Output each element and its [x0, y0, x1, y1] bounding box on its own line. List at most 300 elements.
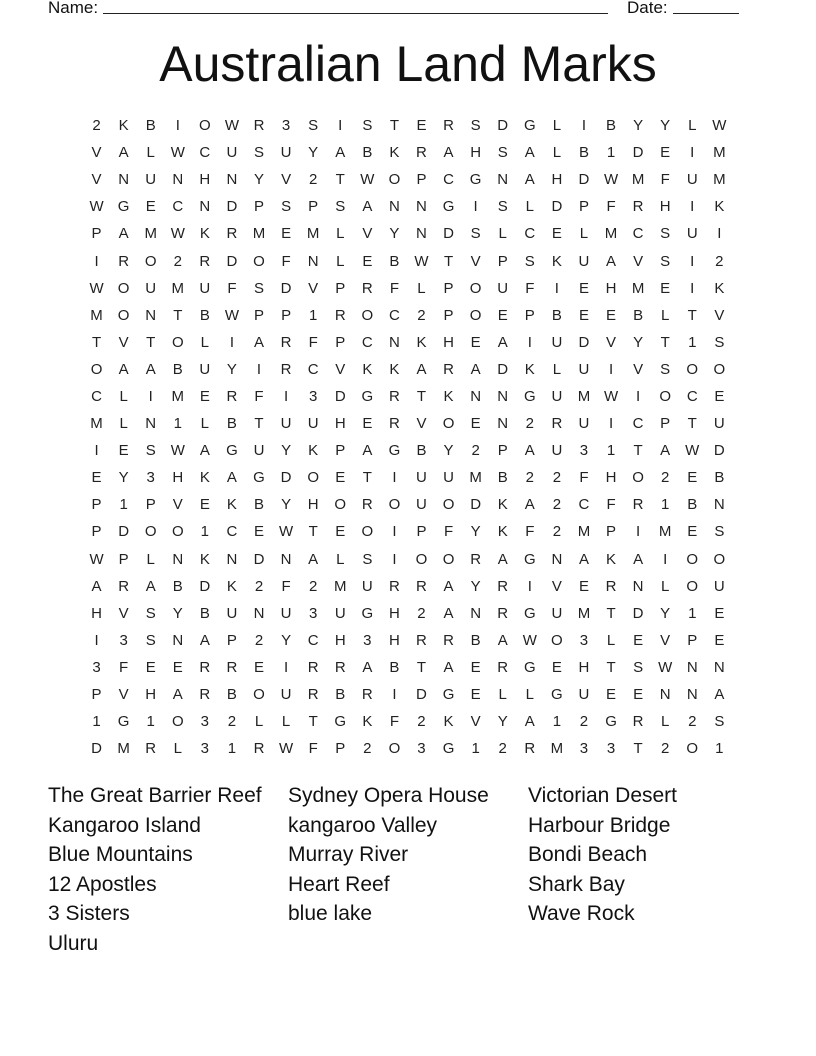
grid-cell[interactable]: Y — [470, 523, 481, 541]
grid-cell[interactable]: R — [199, 252, 211, 270]
grid-cell[interactable]: B — [551, 306, 562, 324]
grid-cell[interactable]: K — [199, 469, 210, 487]
grid-cell[interactable]: D — [253, 550, 265, 568]
grid-cell[interactable]: F — [119, 658, 129, 676]
grid-cell[interactable]: U — [226, 144, 238, 162]
grid-cell[interactable]: A — [497, 333, 508, 351]
grid-cell[interactable]: S — [660, 360, 671, 378]
grid-cell[interactable]: E — [660, 144, 671, 162]
grid-cell[interactable]: R — [280, 360, 292, 378]
grid-cell[interactable]: O — [713, 550, 726, 568]
grid-cell[interactable]: A — [497, 550, 508, 568]
grid-cell[interactable]: M — [713, 171, 726, 189]
grid-cell[interactable]: H — [307, 496, 319, 514]
grid-cell[interactable]: T — [308, 523, 318, 541]
grid-cell[interactable]: K — [199, 550, 210, 568]
grid-cell[interactable]: V — [172, 496, 183, 514]
grid-cell[interactable]: U — [280, 686, 292, 704]
grid-cell[interactable]: K — [362, 713, 373, 731]
grid-cell[interactable]: A — [524, 496, 535, 514]
grid-cell[interactable]: H — [91, 604, 102, 622]
grid-cell[interactable]: B — [335, 686, 346, 704]
grid-cell[interactable]: M — [604, 225, 618, 243]
grid-cell[interactable]: 3 — [200, 713, 210, 731]
grid-cell[interactable]: L — [200, 333, 210, 351]
grid-cell[interactable]: L — [552, 360, 562, 378]
grid-cell[interactable]: L — [146, 144, 155, 162]
grid-cell[interactable]: V — [416, 415, 427, 433]
grid-cell[interactable]: I — [636, 523, 641, 541]
grid-cell[interactable]: T — [254, 415, 264, 433]
grid-cell[interactable]: K — [497, 496, 508, 514]
grid-cell[interactable]: U — [199, 279, 211, 297]
grid-cell[interactable]: F — [281, 577, 291, 595]
grid-cell[interactable]: I — [392, 469, 397, 487]
grid-cell[interactable]: L — [688, 117, 697, 135]
grid-cell[interactable]: R — [307, 686, 319, 704]
grid-cell[interactable]: 2 — [227, 713, 237, 731]
grid-cell[interactable]: L — [336, 252, 345, 270]
grid-cell[interactable]: O — [686, 577, 699, 595]
grid-cell[interactable]: L — [606, 631, 616, 649]
grid-cell[interactable]: F — [606, 198, 616, 216]
grid-cell[interactable]: C — [578, 496, 590, 514]
grid-cell[interactable]: K — [714, 279, 725, 297]
grid-cell[interactable]: 2 — [417, 604, 426, 622]
grid-cell[interactable]: U — [280, 144, 292, 162]
grid-cell[interactable]: O — [442, 415, 455, 433]
grid-cell[interactable]: Y — [633, 333, 644, 351]
grid-cell[interactable]: E — [714, 604, 725, 622]
grid-cell[interactable]: L — [525, 198, 534, 216]
grid-cell[interactable]: F — [606, 496, 616, 514]
grid-cell[interactable]: I — [94, 631, 99, 649]
grid-cell[interactable]: E — [606, 686, 617, 704]
grid-cell[interactable]: 1 — [119, 496, 128, 514]
grid-cell[interactable]: O — [388, 496, 401, 514]
grid-cell[interactable]: L — [254, 713, 264, 731]
grid-cell[interactable]: T — [389, 117, 399, 135]
grid-cell[interactable]: Y — [281, 631, 292, 649]
grid-cell[interactable]: W — [224, 306, 240, 324]
grid-cell[interactable]: F — [308, 740, 318, 758]
grid-cell[interactable]: 2 — [525, 415, 534, 433]
grid-cell[interactable]: M — [658, 523, 672, 541]
grid-cell[interactable]: G — [117, 198, 130, 216]
grid-cell[interactable]: O — [415, 550, 428, 568]
grid-cell[interactable]: T — [146, 333, 156, 351]
grid-cell[interactable]: B — [389, 658, 400, 676]
grid-cell[interactable]: B — [389, 252, 400, 270]
grid-cell[interactable]: O — [117, 279, 130, 297]
grid-cell[interactable]: C — [307, 360, 319, 378]
grid-cell[interactable]: P — [91, 523, 102, 541]
grid-cell[interactable]: S — [362, 550, 373, 568]
grid-cell[interactable]: T — [633, 740, 643, 758]
grid-cell[interactable]: 2 — [417, 306, 426, 324]
grid-cell[interactable]: I — [473, 198, 478, 216]
grid-cell[interactable]: N — [416, 225, 427, 243]
grid-cell[interactable]: K — [416, 333, 427, 351]
grid-cell[interactable]: I — [229, 333, 235, 351]
grid-cell[interactable]: D — [497, 360, 509, 378]
grid-cell[interactable]: B — [416, 442, 427, 460]
grid-cell[interactable]: T — [633, 442, 643, 460]
grid-cell[interactable]: K — [714, 198, 725, 216]
grid-cell[interactable]: W — [603, 171, 619, 189]
grid-cell[interactable]: A — [145, 577, 156, 595]
grid-cell[interactable]: W — [360, 171, 375, 189]
grid-cell[interactable]: B — [172, 360, 183, 378]
grid-cell[interactable]: A — [524, 171, 535, 189]
grid-cell[interactable]: M — [713, 144, 726, 162]
grid-cell[interactable]: L — [661, 306, 670, 324]
grid-cell[interactable]: K — [118, 117, 129, 135]
grid-cell[interactable]: S — [470, 117, 481, 135]
grid-cell[interactable]: G — [334, 713, 347, 731]
grid-cell[interactable]: F — [525, 523, 535, 541]
grid-cell[interactable]: 1 — [688, 333, 697, 351]
grid-cell[interactable]: D — [578, 171, 590, 189]
grid-cell[interactable]: E — [551, 658, 562, 676]
grid-cell[interactable]: I — [608, 415, 614, 433]
grid-cell[interactable]: V — [660, 631, 671, 649]
grid-cell[interactable]: A — [335, 144, 346, 162]
grid-cell[interactable]: P — [254, 198, 265, 216]
grid-cell[interactable]: I — [392, 523, 397, 541]
grid-cell[interactable]: H — [470, 144, 482, 162]
grid-cell[interactable]: R — [361, 496, 373, 514]
grid-cell[interactable]: U — [416, 496, 427, 514]
grid-cell[interactable]: K — [551, 252, 562, 270]
grid-cell[interactable]: 2 — [579, 713, 589, 731]
grid-cell[interactable]: V — [335, 360, 346, 378]
grid-cell[interactable]: I — [690, 252, 695, 270]
grid-cell[interactable]: E — [416, 117, 427, 135]
grid-cell[interactable]: R — [443, 360, 454, 378]
grid-cell[interactable]: R — [307, 658, 319, 676]
grid-cell[interactable]: D — [713, 442, 725, 460]
grid-cell[interactable]: E — [470, 658, 481, 676]
grid-cell[interactable]: P — [254, 306, 265, 324]
grid-cell[interactable]: T — [606, 604, 616, 622]
grid-cell[interactable]: C — [686, 387, 698, 405]
grid-cell[interactable]: S — [714, 333, 725, 351]
grid-cell[interactable]: H — [388, 604, 400, 622]
grid-cell[interactable]: 2 — [661, 469, 670, 487]
grid-cell[interactable]: 2 — [552, 496, 562, 514]
grid-cell[interactable]: W — [414, 252, 429, 270]
grid-cell[interactable]: T — [606, 658, 616, 676]
grid-cell[interactable]: A — [470, 360, 481, 378]
grid-cell[interactable]: T — [687, 415, 697, 433]
grid-cell[interactable]: P — [335, 279, 346, 297]
grid-cell[interactable]: N — [470, 604, 482, 622]
grid-cell[interactable]: 3 — [200, 740, 210, 758]
grid-cell[interactable]: 2 — [254, 631, 264, 649]
grid-cell[interactable]: K — [362, 360, 373, 378]
grid-cell[interactable]: U — [497, 279, 509, 297]
grid-cell[interactable]: P — [335, 442, 346, 460]
grid-cell[interactable]: R — [280, 333, 292, 351]
grid-cell[interactable]: P — [118, 550, 129, 568]
grid-cell[interactable]: U — [578, 252, 590, 270]
grid-cell[interactable]: 2 — [688, 713, 697, 731]
grid-cell[interactable]: W — [170, 144, 185, 162]
grid-cell[interactable]: A — [443, 577, 454, 595]
grid-cell[interactable]: M — [631, 171, 645, 189]
grid-cell[interactable]: V — [362, 225, 373, 243]
grid-cell[interactable]: L — [173, 740, 182, 758]
grid-cell[interactable]: P — [606, 523, 617, 541]
grid-cell[interactable]: W — [603, 387, 619, 405]
grid-cell[interactable]: V — [91, 144, 102, 162]
grid-cell[interactable]: 1 — [92, 713, 101, 731]
grid-cell[interactable]: F — [660, 171, 670, 189]
grid-cell[interactable]: G — [523, 604, 536, 622]
grid-cell[interactable]: N — [388, 333, 400, 351]
grid-cell[interactable]: Y — [281, 496, 292, 514]
grid-cell[interactable]: E — [470, 686, 481, 704]
grid-cell[interactable]: R — [226, 387, 238, 405]
grid-cell[interactable]: D — [632, 144, 644, 162]
grid-cell[interactable]: O — [307, 469, 319, 487]
grid-cell[interactable]: R — [497, 604, 509, 622]
grid-cell[interactable]: E — [199, 387, 210, 405]
grid-cell[interactable]: C — [91, 387, 102, 405]
grid-cell[interactable]: M — [550, 740, 564, 758]
grid-cell[interactable]: P — [145, 496, 156, 514]
grid-cell[interactable]: P — [416, 523, 427, 541]
grid-cell[interactable]: O — [171, 523, 184, 541]
grid-cell[interactable]: K — [226, 577, 237, 595]
grid-cell[interactable]: V — [118, 604, 129, 622]
grid-cell[interactable]: I — [608, 360, 614, 378]
grid-cell[interactable]: F — [443, 523, 454, 541]
grid-cell[interactable]: N — [686, 686, 698, 704]
grid-cell[interactable]: I — [392, 686, 397, 704]
grid-cell[interactable]: N — [388, 198, 400, 216]
grid-cell[interactable]: A — [254, 333, 265, 351]
grid-cell[interactable]: R — [497, 658, 509, 676]
grid-cell[interactable]: F — [281, 252, 291, 270]
grid-cell[interactable]: P — [91, 225, 102, 243]
grid-cell[interactable]: D — [551, 198, 563, 216]
grid-cell[interactable]: N — [172, 171, 184, 189]
grid-cell[interactable]: R — [605, 577, 617, 595]
grid-cell[interactable]: P — [443, 306, 454, 324]
grid-cell[interactable]: 2 — [525, 469, 534, 487]
grid-cell[interactable]: O — [469, 279, 482, 297]
grid-cell[interactable]: B — [254, 496, 265, 514]
grid-cell[interactable]: N — [199, 198, 211, 216]
grid-cell[interactable]: D — [470, 496, 482, 514]
grid-cell[interactable]: V — [91, 171, 102, 189]
grid-cell[interactable]: I — [690, 198, 695, 216]
grid-cell[interactable]: T — [416, 387, 427, 405]
grid-cell[interactable]: O — [713, 360, 726, 378]
grid-cell[interactable]: 2 — [498, 740, 507, 758]
grid-cell[interactable]: O — [90, 360, 103, 378]
grid-cell[interactable]: W — [279, 740, 294, 758]
grid-cell[interactable]: 3 — [92, 658, 101, 676]
grid-cell[interactable]: R — [253, 740, 265, 758]
grid-cell[interactable]: K — [606, 550, 617, 568]
grid-cell[interactable]: A — [199, 631, 210, 649]
grid-cell[interactable]: R — [443, 117, 454, 135]
grid-cell[interactable]: P — [443, 279, 454, 297]
grid-cell[interactable]: L — [281, 713, 291, 731]
grid-cell[interactable]: D — [280, 279, 292, 297]
grid-cell[interactable]: R — [632, 198, 644, 216]
grid-cell[interactable]: A — [660, 442, 671, 460]
grid-cell[interactable]: R — [118, 252, 130, 270]
grid-cell[interactable]: B — [226, 686, 237, 704]
grid-cell[interactable]: E — [199, 496, 210, 514]
grid-cell[interactable]: W — [170, 442, 185, 460]
grid-cell[interactable]: T — [443, 252, 454, 270]
grid-cell[interactable]: D — [334, 387, 346, 405]
grid-cell[interactable]: K — [389, 144, 400, 162]
grid-cell[interactable]: 1 — [715, 740, 724, 758]
grid-cell[interactable]: N — [497, 387, 509, 405]
grid-cell[interactable]: E — [606, 306, 617, 324]
grid-cell[interactable]: A — [118, 360, 129, 378]
grid-cell[interactable]: B — [687, 496, 698, 514]
grid-cell[interactable]: 1 — [688, 604, 697, 622]
grid-cell[interactable]: L — [498, 686, 507, 704]
grid-cell[interactable]: E — [362, 252, 373, 270]
grid-cell[interactable]: P — [91, 686, 102, 704]
grid-cell[interactable]: A — [524, 442, 535, 460]
grid-cell[interactable]: B — [145, 117, 156, 135]
grid-cell[interactable]: P — [497, 442, 508, 460]
grid-cell[interactable]: N — [145, 306, 157, 324]
grid-cell[interactable]: Y — [389, 225, 400, 243]
grid-cell[interactable]: B — [606, 117, 617, 135]
grid-cell[interactable]: O — [388, 171, 401, 189]
grid-cell[interactable]: I — [94, 442, 99, 460]
grid-cell[interactable]: Y — [660, 604, 671, 622]
grid-cell[interactable]: A — [416, 360, 427, 378]
grid-cell[interactable]: N — [470, 387, 482, 405]
grid-cell[interactable]: 1 — [606, 144, 616, 162]
grid-cell[interactable]: S — [308, 117, 319, 135]
grid-cell[interactable]: U — [578, 415, 590, 433]
grid-cell[interactable]: I — [663, 550, 668, 568]
grid-cell[interactable]: I — [527, 577, 532, 595]
grid-cell[interactable]: E — [281, 225, 292, 243]
grid-cell[interactable]: I — [636, 387, 641, 405]
grid-cell[interactable]: U — [145, 279, 157, 297]
grid-cell[interactable]: C — [388, 306, 400, 324]
grid-cell[interactable]: U — [551, 442, 563, 460]
grid-cell[interactable]: B — [633, 306, 644, 324]
grid-cell[interactable]: U — [253, 442, 265, 460]
grid-cell[interactable]: R — [334, 306, 346, 324]
grid-cell[interactable]: I — [256, 360, 262, 378]
grid-cell[interactable]: V — [118, 686, 129, 704]
grid-cell[interactable]: S — [633, 658, 644, 676]
grid-cell[interactable]: 1 — [308, 306, 318, 324]
grid-cell[interactable]: S — [281, 198, 292, 216]
grid-cell[interactable]: B — [497, 469, 508, 487]
grid-cell[interactable]: C — [226, 523, 238, 541]
grid-cell[interactable]: B — [362, 144, 373, 162]
grid-cell[interactable]: E — [497, 306, 508, 324]
grid-cell[interactable]: 3 — [146, 469, 155, 487]
grid-cell[interactable]: 2 — [308, 577, 318, 595]
grid-cell[interactable]: O — [171, 713, 184, 731]
grid-cell[interactable]: U — [280, 415, 292, 433]
grid-cell[interactable]: W — [89, 550, 104, 568]
grid-cell[interactable]: N — [226, 171, 238, 189]
grid-cell[interactable]: I — [717, 225, 722, 243]
grid-cell[interactable]: I — [338, 117, 343, 135]
grid-cell[interactable]: A — [443, 144, 454, 162]
grid-cell[interactable]: N — [172, 550, 184, 568]
grid-cell[interactable]: F — [308, 333, 318, 351]
grid-cell[interactable]: W — [170, 225, 185, 243]
grid-cell[interactable]: O — [686, 740, 699, 758]
grid-cell[interactable]: M — [252, 225, 266, 243]
grid-cell[interactable]: D — [632, 604, 644, 622]
grid-cell[interactable]: E — [362, 415, 373, 433]
grid-cell[interactable]: F — [227, 279, 237, 297]
grid-cell[interactable]: E — [687, 469, 698, 487]
grid-cell[interactable]: O — [361, 523, 374, 541]
grid-cell[interactable]: B — [578, 144, 589, 162]
grid-cell[interactable]: 2 — [92, 117, 101, 135]
grid-cell[interactable]: B — [714, 469, 725, 487]
grid-cell[interactable]: A — [443, 604, 454, 622]
grid-cell[interactable]: N — [497, 171, 509, 189]
grid-cell[interactable]: S — [145, 604, 156, 622]
grid-cell[interactable]: I — [554, 279, 559, 297]
grid-cell[interactable]: G — [442, 740, 455, 758]
grid-cell[interactable]: E — [578, 306, 589, 324]
grid-cell[interactable]: G — [605, 713, 617, 731]
grid-cell[interactable]: M — [117, 740, 130, 758]
grid-cell[interactable]: R — [118, 577, 130, 595]
grid-cell[interactable]: P — [687, 631, 698, 649]
grid-cell[interactable]: G — [523, 117, 536, 135]
grid-cell[interactable]: N — [307, 252, 319, 270]
grid-cell[interactable]: C — [199, 144, 211, 162]
grid-cell[interactable]: N — [226, 550, 238, 568]
grid-cell[interactable]: H — [172, 469, 184, 487]
grid-cell[interactable]: 1 — [661, 496, 670, 514]
grid-cell[interactable]: L — [336, 225, 345, 243]
grid-cell[interactable]: A — [91, 577, 102, 595]
grid-cell[interactable]: Y — [281, 442, 292, 460]
grid-cell[interactable]: O — [686, 360, 699, 378]
grid-cell[interactable]: T — [687, 306, 697, 324]
grid-cell[interactable]: Y — [443, 442, 454, 460]
grid-cell[interactable]: I — [392, 550, 397, 568]
grid-cell[interactable]: E — [254, 523, 265, 541]
grid-cell[interactable]: U — [280, 604, 292, 622]
grid-cell[interactable]: M — [90, 415, 103, 433]
grid-cell[interactable]: G — [523, 387, 536, 405]
grid-cell[interactable]: Y — [497, 713, 508, 731]
grid-cell[interactable]: H — [551, 171, 563, 189]
grid-cell[interactable]: T — [362, 469, 372, 487]
grid-cell[interactable]: C — [172, 198, 184, 216]
date-write-line[interactable] — [673, 13, 739, 14]
grid-cell[interactable]: L — [200, 415, 210, 433]
grid-cell[interactable]: 1 — [606, 442, 616, 460]
